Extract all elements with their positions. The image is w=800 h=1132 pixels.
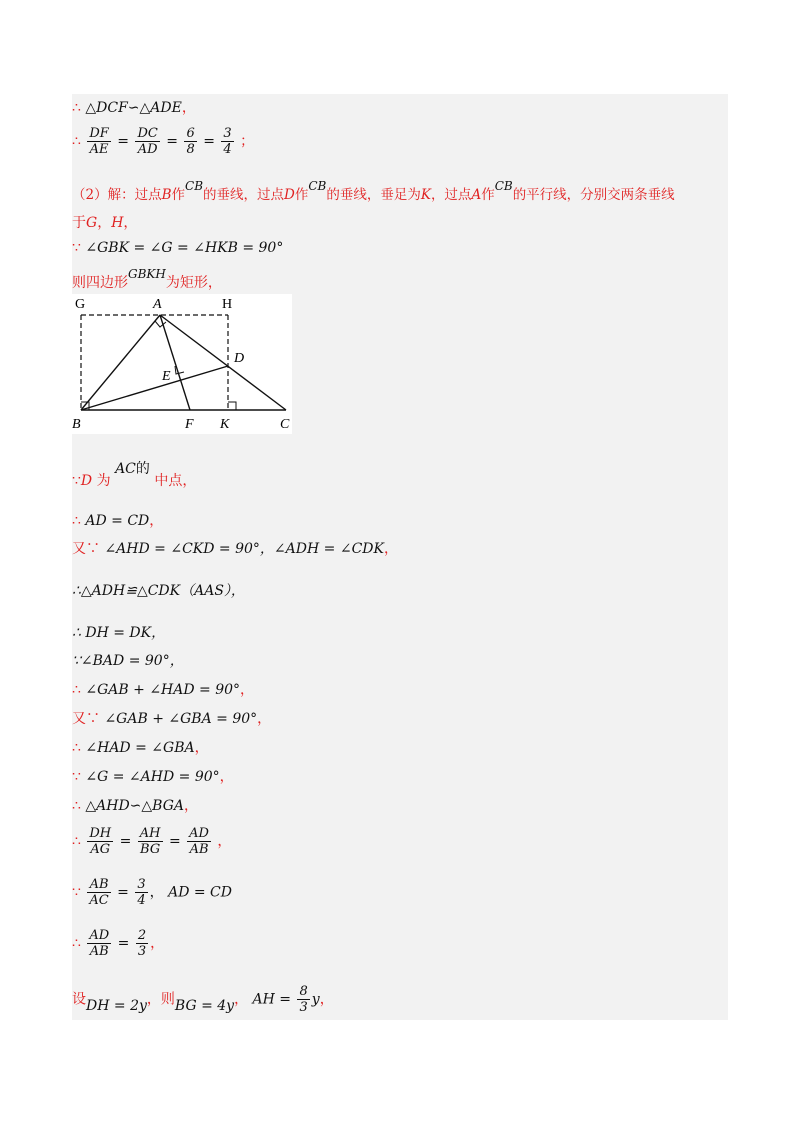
line-midpoint: ∵D 为 AC的 中点， xyxy=(72,461,197,489)
line-angle-bad: ∵∠BAD = 90°， xyxy=(72,653,184,669)
line-ratio-dh-ag: ∴ $\frac{DH}{AG}$ = $\frac{AH}{BG}$ = $\frac{AD}{AB}$ ， xyxy=(72,826,232,857)
label-g: G xyxy=(75,297,86,312)
line-had-eq-gba: ∴ ∠HAD = ∠GBA， xyxy=(72,740,209,756)
fraction: $\frac{2}{3}$ xyxy=(137,928,147,959)
line-congruent: ∴△ADH≌△CDK（AAS）， xyxy=(72,583,245,599)
fraction: $\frac{AD}{AB}$ xyxy=(89,928,110,959)
line-ratio-ab-ac: ∵ $\frac{AB}{AC}$ = $\frac{3}{4}$ ， AD = CD xyxy=(72,877,232,908)
fraction: $\frac{DH}{AG}$ xyxy=(89,826,112,857)
line-similar-dcf-ade: ∴ △DCF∽△ADE， xyxy=(72,100,196,116)
fraction: $\frac{8}{3}$ xyxy=(299,984,308,1015)
label-c: C xyxy=(280,417,290,432)
line-ad-eq-cd: ∴ AD = CD， xyxy=(72,513,164,529)
label-k: K xyxy=(220,417,230,432)
fraction: $\frac{DF}{AE}$ xyxy=(89,126,109,157)
line-similar-ahd-bga: ∴ △AHD∽△BGA， xyxy=(72,798,199,814)
line-set-variables: 设DH = 2y，则BG = 4y， AH = $\frac{8}{3}$ y， xyxy=(72,984,334,1015)
line-rectangle: 则四边形GBKH为矩形， xyxy=(72,267,222,291)
line-gab-gba: 又∵ ∠GAB + ∠GBA = 90°， xyxy=(72,711,272,727)
fraction: $\frac{6}{8}$ xyxy=(186,126,195,157)
label-f: F xyxy=(185,417,194,432)
line-part2-construction: （2）解：过点B作CB的垂线，过点D作CB的垂线，垂足为K，过点A作CB的平行线，分别交两条垂线 xyxy=(72,179,675,203)
line-gab-had: ∴ ∠GAB + ∠HAD = 90°， xyxy=(72,682,255,698)
fraction: $\frac{AB}{AC}$ xyxy=(89,877,109,908)
fraction: $\frac{3}{4}$ xyxy=(137,877,146,908)
fraction: $\frac{AD}{AB}$ xyxy=(189,826,209,857)
label-h: H xyxy=(222,297,233,312)
fraction: $\frac{3}{4}$ xyxy=(223,126,232,157)
line-angles-ahd-ckd: 又∵ ∠AHD = ∠CKD = 90°，∠ADH = ∠CDK， xyxy=(72,541,398,557)
fraction: $\frac{DC}{AD}$ xyxy=(137,126,158,157)
label-b: B xyxy=(72,417,81,432)
line-ratio-ad-ab: ∴ $\frac{AD}{AB}$ = $\frac{2}{3}$ ， xyxy=(72,928,165,959)
line-g-eq-ahd: ∵ ∠G = ∠AHD = 90°， xyxy=(72,769,234,785)
label-a: A xyxy=(153,297,162,312)
line-dh-eq-dk: ∴ DH = DK， xyxy=(72,625,166,641)
line-right-angles: ∵ ∠GBK = ∠G = ∠HKB = 90° xyxy=(72,240,284,256)
geometry-figure xyxy=(72,294,292,434)
label-d: D xyxy=(234,351,245,366)
label-e: E xyxy=(162,369,171,384)
line-ratio-df-ae: ∴ $\frac{DF}{AE}$ = $\frac{DC}{AD}$ = $\frac{6}{8}$ = $\frac{3}{4}$ ； xyxy=(72,126,255,157)
fraction: $\frac{AH}{BG}$ xyxy=(139,826,161,857)
line-intersect-g-h: 于G，H， xyxy=(72,215,138,231)
math-expr: △DCF∽△ADE xyxy=(85,100,182,116)
